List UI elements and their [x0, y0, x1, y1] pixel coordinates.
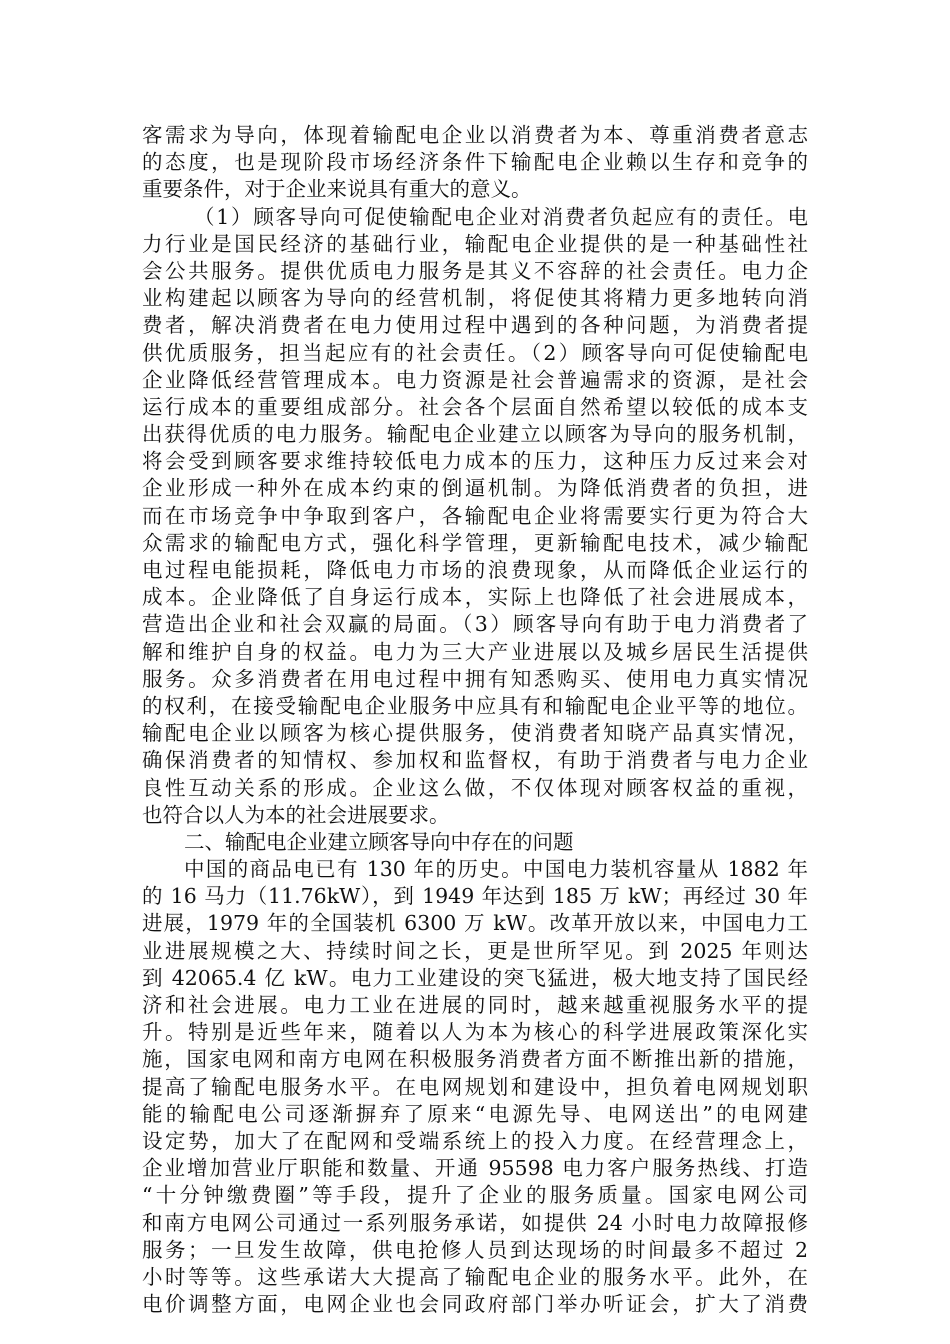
text-line: 企业降低经营管理成本。电力资源是社会普遍需求的资源，是社会: [142, 367, 808, 392]
text-line: 企业形成一种外在成本约束的倒逼机制。为降低消费者的负担，进: [142, 476, 808, 501]
text-line: 确保消费者的知情权、参加权和监督权，有助于消费者与电力企业: [142, 748, 808, 773]
text-line: 也符合以人为本的社会进展要求。: [142, 802, 450, 827]
text-line: 到 42065.4 亿 kW。电力工业建设的突飞猛进，极大地支持了国民经: [142, 965, 808, 990]
text-line: 能的输配电公司逐渐摒弃了原来“电源先导、电网送出”的电网建: [142, 1101, 808, 1126]
text-line: 和南方电网公司通过一系列服务承诺，如提供 24 小时电力故障报修: [142, 1210, 808, 1235]
document-body: [142, 122, 808, 1318]
text-line: 运行成本的重要组成部分。社会各个层面自然希望以较低的成本支: [142, 394, 808, 419]
text-line: 解和维护自身的权益。电力为三大产业进展以及城乡居民生活提供: [142, 639, 808, 664]
text-line: 会公共服务。提供优质电力服务是其义不容辞的社会责任。电力企: [142, 258, 808, 283]
text-line: 将会受到顾客要求维持较低电力成本的压力，这种压力反过来会对: [142, 449, 808, 474]
text-line: 设定势，加大了在配网和受端系统上的投入力度。在经营理念上，: [142, 1128, 808, 1153]
text-line: 重要条件，对于企业来说具有重大的意义。: [142, 177, 532, 202]
text-line: 力行业是国民经济的基础行业，输配电企业提供的是一种基础性社: [142, 231, 808, 256]
text-line: 费者，解决消费者在电力使用过程中遇到的各种问题，为消费者提: [142, 313, 808, 338]
text-line: 而在市场竞争中争取到客户，各输配电企业将需要实行更为符合大: [142, 503, 808, 528]
text-line: 输配电企业以顾客为核心提供服务，使消费者知晓产品真实情况，: [142, 721, 808, 746]
text-line: 电价调整方面，电网企业也会同政府部门举办听证会，扩大了消费: [142, 1292, 808, 1317]
text-line: 升。特别是近些年来，随着以人为本为核心的科学进展政策深化实: [142, 1020, 808, 1045]
text-line: 业进展规模之大、持续时间之长，更是世所罕见。到 2025 年则达: [142, 938, 808, 963]
text-line: 服务。众多消费者在用电过程中拥有知悉购买、使用电力真实情况: [142, 666, 808, 691]
text-line: 供优质服务，担当起应有的社会责任。（2）顾客导向可促使输配电: [142, 340, 808, 365]
paragraph-start-line: 中国的商品电已有 130 年的历史。中国电力装机容量从 1882 年: [184, 857, 808, 882]
text-line: 施，国家电网和南方电网在积极服务消费者方面不断推出新的措施，: [142, 1047, 808, 1072]
text-line: 良性互动关系的形成。企业这么做，不仅体现对顾客权益的重视，: [142, 775, 808, 800]
section-heading: 二、输配电企业建立顾客导向中存在的问题: [184, 829, 574, 854]
text-line: “十分钟缴费圈”等手段，提升了企业的服务质量。国家电网公司: [142, 1183, 808, 1208]
text-line: 成本。企业降低了自身运行成本，实际上也降低了社会进展成本，: [142, 585, 808, 610]
text-line: 企业增加营业厅职能和数量、开通 95598 电力客户服务热线、打造: [142, 1156, 808, 1181]
text-line: 服务；一旦发生故障，供电抢修人员到达现场的时间最多不超过 2: [142, 1237, 808, 1262]
text-line: 小时等等。这些承诺大大提高了输配电企业的服务水平。此外，在: [142, 1264, 808, 1289]
text-line: 提高了输配电服务水平。在电网规划和建设中，担负着电网规划职: [142, 1074, 808, 1099]
text-line: 营造出企业和社会双赢的局面。（3）顾客导向有助于电力消费者了: [142, 612, 808, 637]
text-line: 出获得优质的电力服务。输配电企业建立以顾客为导向的服务机制，: [142, 422, 808, 447]
text-line: 众需求的输配电方式，强化科学管理，更新输配电技术，减少输配: [142, 530, 808, 555]
text-line: 的权利，在接受输配电企业服务中应具有和输配电企业平等的地位。: [142, 693, 808, 718]
text-line: 进展，1979 年的全国装机 6300 万 kW。改革开放以来，中国电力工: [142, 911, 808, 936]
text-line: 业构建起以顾客为导向的经营机制，将促使其将精力更多地转向消: [142, 286, 808, 311]
text-line: 客需求为导向，体现着输配电企业以消费者为本、尊重消费者意志: [142, 123, 808, 147]
text-line: 济和社会进展。电力工业在进展的同时，越来越重视服务水平的提: [142, 993, 808, 1017]
paragraph-start-line: （1）顾客导向可促使输配电企业对消费者负起应有的责任。电: [194, 204, 808, 229]
text-line: 的态度，也是现阶段市场经济条件下输配电企业赖以生存和竞争的: [142, 150, 808, 175]
text-line: 的 16 马力（11.76kW），到 1949 年达到 185 万 kW；再经过 30 年: [142, 884, 808, 909]
text-line: 电过程电能损耗，降低电力市场的浪费现象，从而降低企业运行的: [142, 558, 808, 582]
